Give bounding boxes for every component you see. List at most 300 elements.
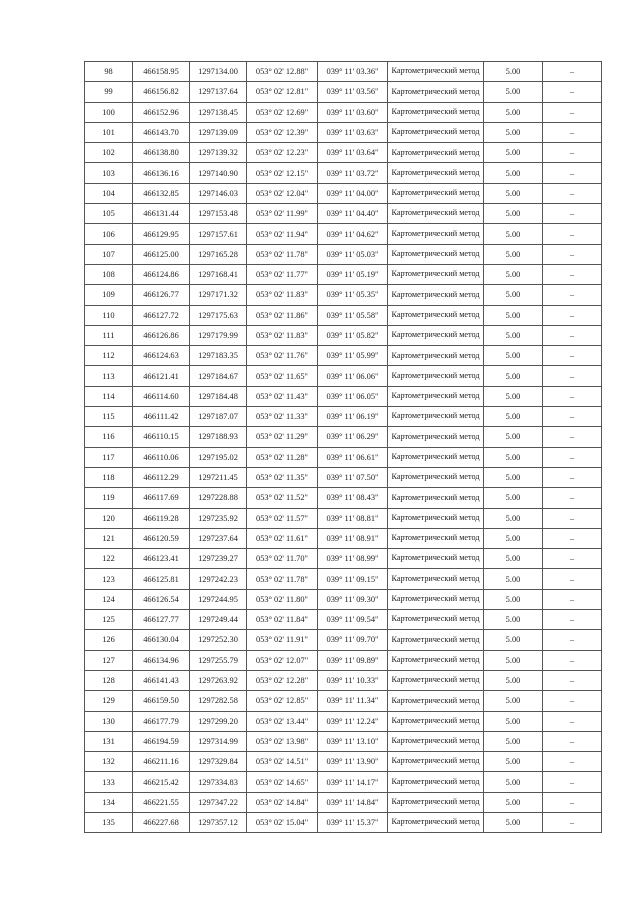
accuracy-cell: 5.00 xyxy=(484,305,543,325)
method-cell: Картометрический метод xyxy=(388,183,484,203)
method-cell: Картометрический метод xyxy=(388,792,484,812)
method-cell: Картометрический метод xyxy=(388,62,484,82)
longitude-cell: 039° 11' 13.90" xyxy=(318,752,388,772)
point-number-cell: 115 xyxy=(85,407,133,427)
point-number-cell: 101 xyxy=(85,122,133,142)
method-cell: Картометрический метод xyxy=(388,82,484,102)
x-coordinate-cell: 466194.59 xyxy=(133,731,190,751)
note-cell: – xyxy=(543,549,602,569)
note-cell: – xyxy=(543,366,602,386)
latitude-cell: 053° 02' 14.65" xyxy=(247,772,318,792)
note-cell: – xyxy=(543,204,602,224)
accuracy-cell: 5.00 xyxy=(484,569,543,589)
note-cell: – xyxy=(543,102,602,122)
accuracy-cell: 5.00 xyxy=(484,711,543,731)
y-coordinate-cell: 1297168.41 xyxy=(190,264,247,284)
latitude-cell: 053° 02' 12.85" xyxy=(247,691,318,711)
y-coordinate-cell: 1297188.93 xyxy=(190,427,247,447)
method-cell: Картометрический метод xyxy=(388,467,484,487)
method-cell: Картометрический метод xyxy=(388,691,484,711)
latitude-cell: 053° 02' 12.81" xyxy=(247,82,318,102)
x-coordinate-cell: 466112.29 xyxy=(133,467,190,487)
table-row xyxy=(85,143,602,163)
coordinates-table xyxy=(84,61,602,833)
table-row xyxy=(85,285,602,305)
note-cell: – xyxy=(543,772,602,792)
y-coordinate-cell: 1297329.84 xyxy=(190,752,247,772)
y-coordinate-cell: 1297211.45 xyxy=(190,467,247,487)
note-cell: – xyxy=(543,285,602,305)
point-number-cell: 108 xyxy=(85,264,133,284)
table-row xyxy=(85,508,602,528)
table-row xyxy=(85,772,602,792)
note-cell: – xyxy=(543,812,602,832)
point-number-cell: 102 xyxy=(85,143,133,163)
method-cell: Картометрический метод xyxy=(388,772,484,792)
longitude-cell: 039° 11' 06.05" xyxy=(318,386,388,406)
note-cell: – xyxy=(543,711,602,731)
method-cell: Картометрический метод xyxy=(388,407,484,427)
point-number-cell: 98 xyxy=(85,62,133,82)
x-coordinate-cell: 466211.16 xyxy=(133,752,190,772)
point-number-cell: 123 xyxy=(85,569,133,589)
longitude-cell: 039° 11' 14.17" xyxy=(318,772,388,792)
accuracy-cell: 5.00 xyxy=(484,346,543,366)
method-cell: Картометрический метод xyxy=(388,427,484,447)
y-coordinate-cell: 1297299.20 xyxy=(190,711,247,731)
latitude-cell: 053° 02' 15.04" xyxy=(247,812,318,832)
table-row xyxy=(85,204,602,224)
x-coordinate-cell: 466156.82 xyxy=(133,82,190,102)
method-cell: Картометрический метод xyxy=(388,163,484,183)
y-coordinate-cell: 1297252.30 xyxy=(190,630,247,650)
table-row xyxy=(85,82,602,102)
longitude-cell: 039° 11' 05.58" xyxy=(318,305,388,325)
longitude-cell: 039° 11' 09.89" xyxy=(318,650,388,670)
longitude-cell: 039° 11' 05.82" xyxy=(318,325,388,345)
table-row xyxy=(85,407,602,427)
accuracy-cell: 5.00 xyxy=(484,407,543,427)
x-coordinate-cell: 466124.63 xyxy=(133,346,190,366)
x-coordinate-cell: 466125.81 xyxy=(133,569,190,589)
x-coordinate-cell: 466111.42 xyxy=(133,407,190,427)
x-coordinate-cell: 466110.06 xyxy=(133,447,190,467)
method-cell: Картометрический метод xyxy=(388,346,484,366)
method-cell: Картометрический метод xyxy=(388,143,484,163)
point-number-cell: 100 xyxy=(85,102,133,122)
y-coordinate-cell: 1297134.00 xyxy=(190,62,247,82)
y-coordinate-cell: 1297334.83 xyxy=(190,772,247,792)
accuracy-cell: 5.00 xyxy=(484,731,543,751)
note-cell: – xyxy=(543,224,602,244)
latitude-cell: 053° 02' 11.35" xyxy=(247,467,318,487)
longitude-cell: 039° 11' 06.61" xyxy=(318,447,388,467)
table-row xyxy=(85,812,602,832)
longitude-cell: 039° 11' 09.30" xyxy=(318,589,388,609)
x-coordinate-cell: 466110.15 xyxy=(133,427,190,447)
y-coordinate-cell: 1297255.79 xyxy=(190,650,247,670)
table-row xyxy=(85,305,602,325)
method-cell: Картометрический метод xyxy=(388,650,484,670)
x-coordinate-cell: 466159.50 xyxy=(133,691,190,711)
method-cell: Картометрический метод xyxy=(388,366,484,386)
x-coordinate-cell: 466127.72 xyxy=(133,305,190,325)
note-cell: – xyxy=(543,528,602,548)
longitude-cell: 039° 11' 03.56" xyxy=(318,82,388,102)
table-row xyxy=(85,752,602,772)
method-cell: Картометрический метод xyxy=(388,386,484,406)
latitude-cell: 053° 02' 11.84" xyxy=(247,610,318,630)
table-row xyxy=(85,163,602,183)
table-row xyxy=(85,325,602,345)
table-row xyxy=(85,528,602,548)
method-cell: Картометрический метод xyxy=(388,305,484,325)
table-row xyxy=(85,711,602,731)
x-coordinate-cell: 466121.41 xyxy=(133,366,190,386)
table-row xyxy=(85,224,602,244)
x-coordinate-cell: 466123.41 xyxy=(133,549,190,569)
longitude-cell: 039° 11' 08.43" xyxy=(318,488,388,508)
y-coordinate-cell: 1297183.35 xyxy=(190,346,247,366)
method-cell: Картометрический метод xyxy=(388,630,484,650)
point-number-cell: 111 xyxy=(85,325,133,345)
longitude-cell: 039° 11' 06.29" xyxy=(318,427,388,447)
point-number-cell: 134 xyxy=(85,792,133,812)
point-number-cell: 112 xyxy=(85,346,133,366)
accuracy-cell: 5.00 xyxy=(484,488,543,508)
x-coordinate-cell: 466134.96 xyxy=(133,650,190,670)
note-cell: – xyxy=(543,264,602,284)
y-coordinate-cell: 1297195.02 xyxy=(190,447,247,467)
note-cell: – xyxy=(543,589,602,609)
y-coordinate-cell: 1297138.45 xyxy=(190,102,247,122)
method-cell: Картометрический метод xyxy=(388,285,484,305)
method-cell: Картометрический метод xyxy=(388,224,484,244)
y-coordinate-cell: 1297139.09 xyxy=(190,122,247,142)
latitude-cell: 053° 02' 11.65" xyxy=(247,366,318,386)
note-cell: – xyxy=(543,691,602,711)
x-coordinate-cell: 466141.43 xyxy=(133,670,190,690)
y-coordinate-cell: 1297282.58 xyxy=(190,691,247,711)
point-number-cell: 120 xyxy=(85,508,133,528)
point-number-cell: 107 xyxy=(85,244,133,264)
point-number-cell: 110 xyxy=(85,305,133,325)
x-coordinate-cell: 466114.60 xyxy=(133,386,190,406)
accuracy-cell: 5.00 xyxy=(484,244,543,264)
table-row xyxy=(85,650,602,670)
y-coordinate-cell: 1297175.63 xyxy=(190,305,247,325)
x-coordinate-cell: 466158.95 xyxy=(133,62,190,82)
latitude-cell: 053° 02' 11.83" xyxy=(247,285,318,305)
accuracy-cell: 5.00 xyxy=(484,528,543,548)
table-row xyxy=(85,447,602,467)
point-number-cell: 127 xyxy=(85,650,133,670)
x-coordinate-cell: 466215.42 xyxy=(133,772,190,792)
point-number-cell: 105 xyxy=(85,204,133,224)
accuracy-cell: 5.00 xyxy=(484,183,543,203)
note-cell: – xyxy=(543,508,602,528)
method-cell: Картометрический метод xyxy=(388,610,484,630)
point-number-cell: 103 xyxy=(85,163,133,183)
note-cell: – xyxy=(543,346,602,366)
x-coordinate-cell: 466177.79 xyxy=(133,711,190,731)
x-coordinate-cell: 466117.69 xyxy=(133,488,190,508)
table-row xyxy=(85,427,602,447)
accuracy-cell: 5.00 xyxy=(484,650,543,670)
note-cell: – xyxy=(543,467,602,487)
point-number-cell: 121 xyxy=(85,528,133,548)
latitude-cell: 053° 02' 11.43" xyxy=(247,386,318,406)
accuracy-cell: 5.00 xyxy=(484,325,543,345)
latitude-cell: 053° 02' 11.29" xyxy=(247,427,318,447)
method-cell: Картометрический метод xyxy=(388,447,484,467)
x-coordinate-cell: 466227.68 xyxy=(133,812,190,832)
latitude-cell: 053° 02' 11.57" xyxy=(247,508,318,528)
latitude-cell: 053° 02' 11.77" xyxy=(247,264,318,284)
point-number-cell: 104 xyxy=(85,183,133,203)
point-number-cell: 124 xyxy=(85,589,133,609)
note-cell: – xyxy=(543,386,602,406)
x-coordinate-cell: 466152.96 xyxy=(133,102,190,122)
method-cell: Картометрический метод xyxy=(388,670,484,690)
method-cell: Картометрический метод xyxy=(388,325,484,345)
y-coordinate-cell: 1297347.22 xyxy=(190,792,247,812)
y-coordinate-cell: 1297357.12 xyxy=(190,812,247,832)
method-cell: Картометрический метод xyxy=(388,264,484,284)
x-coordinate-cell: 466138.80 xyxy=(133,143,190,163)
note-cell: – xyxy=(543,670,602,690)
table-row xyxy=(85,467,602,487)
latitude-cell: 053° 02' 11.80" xyxy=(247,589,318,609)
method-cell: Картометрический метод xyxy=(388,528,484,548)
table-row xyxy=(85,264,602,284)
x-coordinate-cell: 466126.77 xyxy=(133,285,190,305)
note-cell: – xyxy=(543,325,602,345)
longitude-cell: 039° 11' 07.50" xyxy=(318,467,388,487)
latitude-cell: 053° 02' 12.23" xyxy=(247,143,318,163)
x-coordinate-cell: 466136.16 xyxy=(133,163,190,183)
accuracy-cell: 5.00 xyxy=(484,264,543,284)
y-coordinate-cell: 1297184.48 xyxy=(190,386,247,406)
accuracy-cell: 5.00 xyxy=(484,82,543,102)
point-number-cell: 119 xyxy=(85,488,133,508)
longitude-cell: 039° 11' 05.19" xyxy=(318,264,388,284)
longitude-cell: 039° 11' 10.33" xyxy=(318,670,388,690)
longitude-cell: 039° 11' 05.35" xyxy=(318,285,388,305)
note-cell: – xyxy=(543,650,602,670)
accuracy-cell: 5.00 xyxy=(484,812,543,832)
longitude-cell: 039° 11' 15.37" xyxy=(318,812,388,832)
accuracy-cell: 5.00 xyxy=(484,630,543,650)
accuracy-cell: 5.00 xyxy=(484,447,543,467)
y-coordinate-cell: 1297140.90 xyxy=(190,163,247,183)
latitude-cell: 053° 02' 11.99" xyxy=(247,204,318,224)
accuracy-cell: 5.00 xyxy=(484,772,543,792)
method-cell: Картометрический метод xyxy=(388,752,484,772)
latitude-cell: 053° 02' 12.88" xyxy=(247,62,318,82)
x-coordinate-cell: 466127.77 xyxy=(133,610,190,630)
note-cell: – xyxy=(543,569,602,589)
point-number-cell: 122 xyxy=(85,549,133,569)
longitude-cell: 039° 11' 04.40" xyxy=(318,204,388,224)
longitude-cell: 039° 11' 09.54" xyxy=(318,610,388,630)
longitude-cell: 039° 11' 08.81" xyxy=(318,508,388,528)
table-row xyxy=(85,589,602,609)
latitude-cell: 053° 02' 11.78" xyxy=(247,569,318,589)
latitude-cell: 053° 02' 11.78" xyxy=(247,244,318,264)
y-coordinate-cell: 1297263.92 xyxy=(190,670,247,690)
accuracy-cell: 5.00 xyxy=(484,224,543,244)
accuracy-cell: 5.00 xyxy=(484,610,543,630)
table-row xyxy=(85,488,602,508)
note-cell: – xyxy=(543,630,602,650)
note-cell: – xyxy=(543,244,602,264)
point-number-cell: 117 xyxy=(85,447,133,467)
point-number-cell: 118 xyxy=(85,467,133,487)
point-number-cell: 125 xyxy=(85,610,133,630)
x-coordinate-cell: 466124.86 xyxy=(133,264,190,284)
table-row xyxy=(85,346,602,366)
method-cell: Картометрический метод xyxy=(388,812,484,832)
latitude-cell: 053° 02' 12.69" xyxy=(247,102,318,122)
latitude-cell: 053° 02' 14.84" xyxy=(247,792,318,812)
longitude-cell: 039° 11' 04.62" xyxy=(318,224,388,244)
note-cell: – xyxy=(543,82,602,102)
longitude-cell: 039° 11' 12.24" xyxy=(318,711,388,731)
x-coordinate-cell: 466120.59 xyxy=(133,528,190,548)
table-row xyxy=(85,122,602,142)
longitude-cell: 039° 11' 11.34" xyxy=(318,691,388,711)
point-number-cell: 132 xyxy=(85,752,133,772)
table-row xyxy=(85,731,602,751)
note-cell: – xyxy=(543,427,602,447)
x-coordinate-cell: 466221.55 xyxy=(133,792,190,812)
x-coordinate-cell: 466131.44 xyxy=(133,204,190,224)
method-cell: Картометрический метод xyxy=(388,508,484,528)
note-cell: – xyxy=(543,62,602,82)
table-row xyxy=(85,386,602,406)
table-row xyxy=(85,62,602,82)
longitude-cell: 039° 11' 04.00" xyxy=(318,183,388,203)
accuracy-cell: 5.00 xyxy=(484,508,543,528)
latitude-cell: 053° 02' 12.28" xyxy=(247,670,318,690)
note-cell: – xyxy=(543,752,602,772)
y-coordinate-cell: 1297228.88 xyxy=(190,488,247,508)
y-coordinate-cell: 1297244.95 xyxy=(190,589,247,609)
accuracy-cell: 5.00 xyxy=(484,143,543,163)
table-row xyxy=(85,102,602,122)
note-cell: – xyxy=(543,143,602,163)
point-number-cell: 131 xyxy=(85,731,133,751)
accuracy-cell: 5.00 xyxy=(484,427,543,447)
longitude-cell: 039° 11' 05.99" xyxy=(318,346,388,366)
accuracy-cell: 5.00 xyxy=(484,285,543,305)
accuracy-cell: 5.00 xyxy=(484,752,543,772)
latitude-cell: 053° 02' 12.15" xyxy=(247,163,318,183)
note-cell: – xyxy=(543,122,602,142)
point-number-cell: 109 xyxy=(85,285,133,305)
longitude-cell: 039° 11' 09.15" xyxy=(318,569,388,589)
table-row xyxy=(85,691,602,711)
latitude-cell: 053° 02' 11.91" xyxy=(247,630,318,650)
longitude-cell: 039° 11' 08.91" xyxy=(318,528,388,548)
note-cell: – xyxy=(543,183,602,203)
latitude-cell: 053° 02' 11.76" xyxy=(247,346,318,366)
latitude-cell: 053° 02' 11.83" xyxy=(247,325,318,345)
y-coordinate-cell: 1297184.67 xyxy=(190,366,247,386)
note-cell: – xyxy=(543,610,602,630)
point-number-cell: 133 xyxy=(85,772,133,792)
point-number-cell: 128 xyxy=(85,670,133,690)
point-number-cell: 114 xyxy=(85,386,133,406)
x-coordinate-cell: 466119.28 xyxy=(133,508,190,528)
longitude-cell: 039° 11' 09.70" xyxy=(318,630,388,650)
method-cell: Картометрический метод xyxy=(388,711,484,731)
latitude-cell: 053° 02' 11.28" xyxy=(247,447,318,467)
accuracy-cell: 5.00 xyxy=(484,366,543,386)
note-cell: – xyxy=(543,305,602,325)
y-coordinate-cell: 1297137.64 xyxy=(190,82,247,102)
point-number-cell: 99 xyxy=(85,82,133,102)
accuracy-cell: 5.00 xyxy=(484,549,543,569)
accuracy-cell: 5.00 xyxy=(484,204,543,224)
method-cell: Картометрический метод xyxy=(388,488,484,508)
table-row xyxy=(85,630,602,650)
y-coordinate-cell: 1297165.28 xyxy=(190,244,247,264)
accuracy-cell: 5.00 xyxy=(484,62,543,82)
point-number-cell: 135 xyxy=(85,812,133,832)
latitude-cell: 053° 02' 11.33" xyxy=(247,407,318,427)
table-row xyxy=(85,670,602,690)
note-cell: – xyxy=(543,731,602,751)
longitude-cell: 039° 11' 08.99" xyxy=(318,549,388,569)
table-row xyxy=(85,366,602,386)
point-number-cell: 130 xyxy=(85,711,133,731)
y-coordinate-cell: 1297179.99 xyxy=(190,325,247,345)
note-cell: – xyxy=(543,447,602,467)
x-coordinate-cell: 466132.85 xyxy=(133,183,190,203)
note-cell: – xyxy=(543,488,602,508)
x-coordinate-cell: 466126.86 xyxy=(133,325,190,345)
method-cell: Картометрический метод xyxy=(388,102,484,122)
x-coordinate-cell: 466126.54 xyxy=(133,589,190,609)
point-number-cell: 129 xyxy=(85,691,133,711)
longitude-cell: 039° 11' 03.63" xyxy=(318,122,388,142)
latitude-cell: 053° 02' 12.07" xyxy=(247,650,318,670)
method-cell: Картометрический метод xyxy=(388,122,484,142)
note-cell: – xyxy=(543,792,602,812)
latitude-cell: 053° 02' 12.04" xyxy=(247,183,318,203)
point-number-cell: 106 xyxy=(85,224,133,244)
table-row xyxy=(85,610,602,630)
table-row xyxy=(85,244,602,264)
method-cell: Картометрический метод xyxy=(388,244,484,264)
x-coordinate-cell: 466143.70 xyxy=(133,122,190,142)
longitude-cell: 039° 11' 13.10" xyxy=(318,731,388,751)
accuracy-cell: 5.00 xyxy=(484,163,543,183)
latitude-cell: 053° 02' 11.70" xyxy=(247,549,318,569)
table-row xyxy=(85,183,602,203)
longitude-cell: 039° 11' 03.64" xyxy=(318,143,388,163)
accuracy-cell: 5.00 xyxy=(484,386,543,406)
point-number-cell: 113 xyxy=(85,366,133,386)
method-cell: Картометрический метод xyxy=(388,569,484,589)
accuracy-cell: 5.00 xyxy=(484,691,543,711)
accuracy-cell: 5.00 xyxy=(484,792,543,812)
latitude-cell: 053° 02' 11.52" xyxy=(247,488,318,508)
note-cell: – xyxy=(543,163,602,183)
accuracy-cell: 5.00 xyxy=(484,122,543,142)
